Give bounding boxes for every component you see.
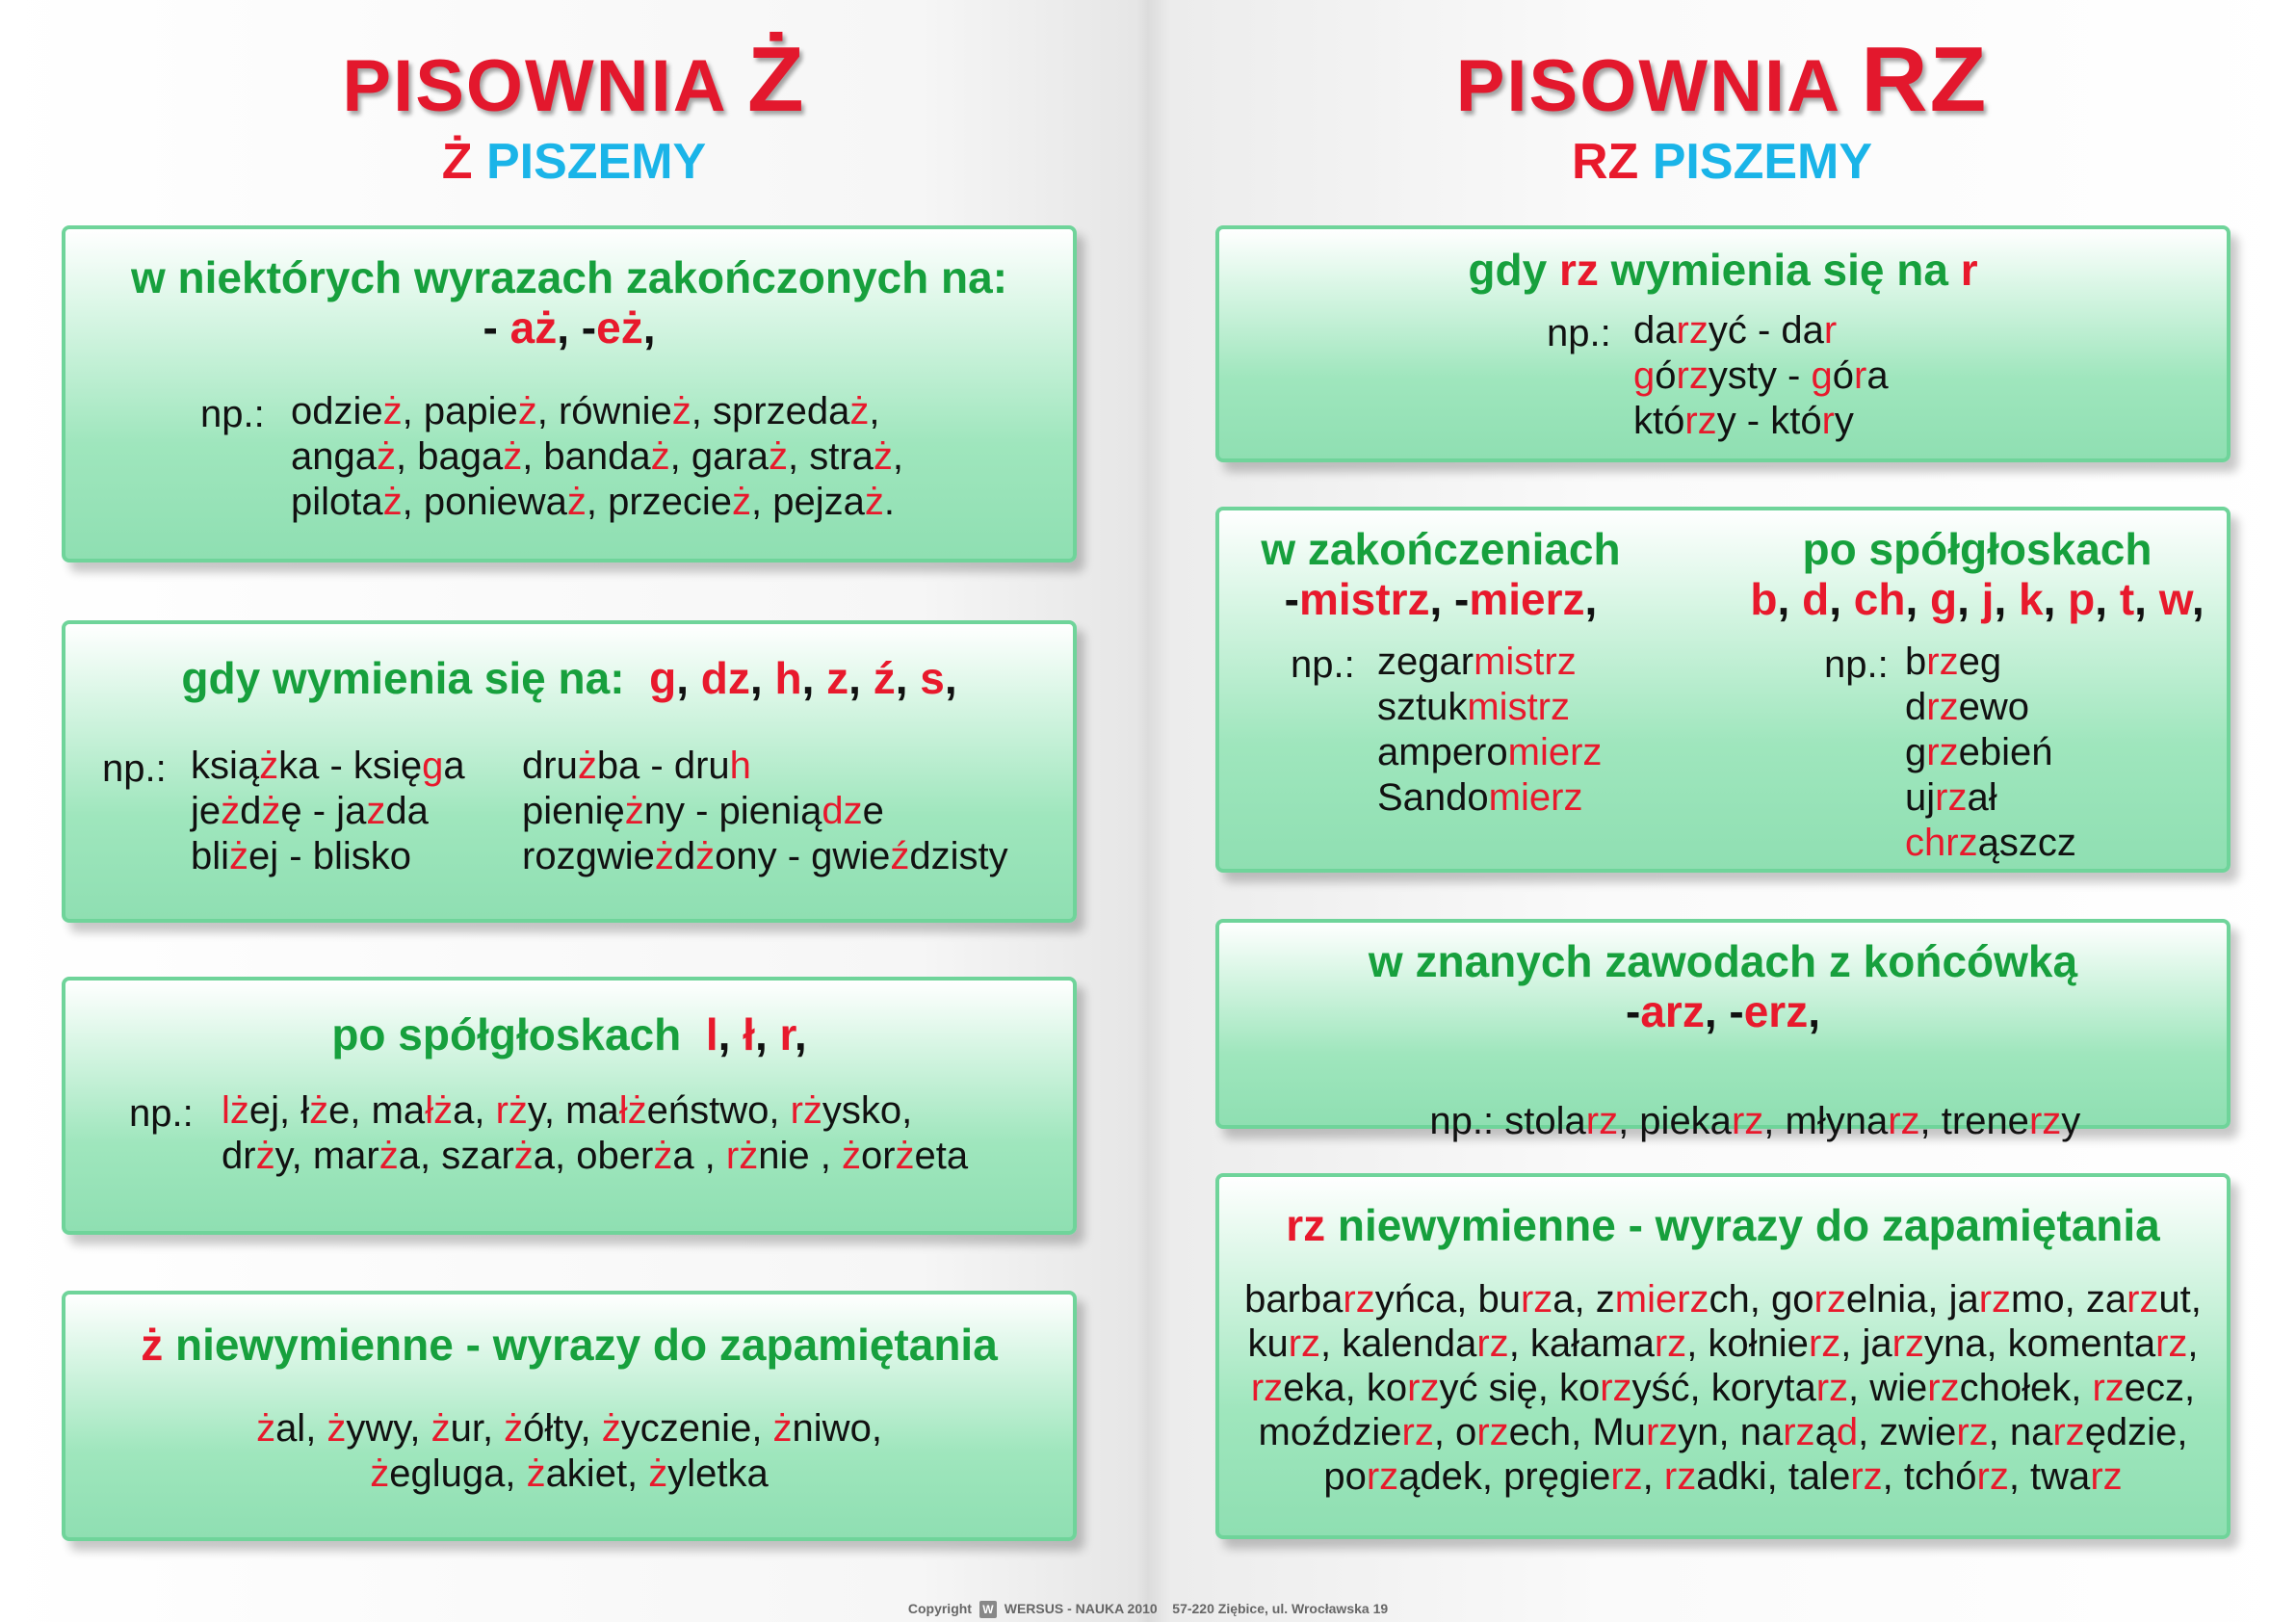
left-card-consonants-heading: po spółgłoskach l, ł, r, [331,1009,807,1060]
left-card-alternation [62,620,1077,923]
right-card-alternation-heading: gdy rz wymienia się na r [1468,245,1978,295]
example-line: żal, żywy, żur, żółty, życzenie, żniwo, [256,1407,882,1450]
examples-list [65,1406,1073,1497]
right-subtitle: RZ PISZEMY [1571,134,1873,190]
example-line: bliżej - blisko [191,835,411,877]
np-label: np.: [1824,643,1889,686]
examples-col1 [1377,640,1602,821]
examples-col1 [191,744,465,879]
example-line: książka - księga [191,745,465,787]
example-line: kurz, kalendarz, kałamarz, kołnierz, jarzyna, komentarz, [1247,1322,2199,1365]
left-card-endings-heading: w niektórych wyrazach zakończonych na: - aż, -eż, [130,252,1008,353]
example-line: pilotaż, ponieważ, przecież, pejzaż. [291,481,896,523]
right-card-alternation [1215,225,2231,462]
right-card-memorize-heading: rz niewymienne - wyrazy do zapamiętania [1286,1200,2160,1250]
example-line: odzież, papież, również, sprzedaż, [291,390,880,432]
example-line: drzewo [1905,686,2029,728]
np-label: np.: [102,747,167,790]
example-line: jeżdżę - jazda [191,790,429,832]
examples-list [291,389,903,525]
examples-list [1633,308,1889,444]
examples-col2 [1905,640,2076,866]
example-line: ujrzał [1905,776,1997,819]
example-line: amperomierz [1377,731,1603,773]
footer: Copyright W WERSUS - NAUKA 2010 57-220 Ziębice, ul. Wrocławska 19 [907,1601,1389,1617]
left-title: PISOWNIA Ż [342,28,806,131]
example-line: lżej, łże, małża, rży, małżeństwo, rżysko, [222,1089,913,1132]
right-card-endings-consonants [1215,507,2231,873]
right-card-professions-heading: w znanych zawodach z końcówką -arz, -erz, [1368,936,2078,1036]
example-line: angaż, bagaż, bandaż, garaż, straż, [291,435,903,478]
right-column [1148,0,2296,1622]
np-label: np.: [1547,312,1611,354]
np-label: np.: [129,1092,194,1135]
example-line: rozgwieżdżony - gwieździsty [522,835,1008,877]
example-line: barbarzyńca, burza, zmierzch, gorzelnia, jarzmo, zarzut, [1244,1278,2202,1321]
left-card-memorize [62,1291,1077,1541]
left-card-memorize-heading: ż niewymienne - wyrazy do zapamiętania [141,1320,998,1370]
example-line: chrząszcz [1905,822,2076,864]
right-card-endings-heading: w zakończeniach -mistrz, -mierz, [1261,524,1621,624]
example-line: górzysty - góra [1633,354,1889,397]
left-card-consonants [62,977,1077,1235]
right-card-consonants-heading: po spółgłoskach b, d, ch, g, j, k, p, t, w, [1750,524,2205,624]
right-card-memorize [1215,1173,2231,1539]
example-line: drużba - druh [522,745,751,787]
right-card-professions [1215,919,2231,1142]
example-line: żegluga, żakiet, żyletka [370,1452,769,1495]
example-line: moździerz, orzech, Murzyn, narząd, zwierz, narzędzie, [1258,1411,2188,1453]
left-card-alternation-heading: gdy wymienia się na: g, dz, h, z, ź, s, [181,653,957,703]
example-line: pieniężny - pieniądze [522,790,884,832]
np-label: np.: [200,393,265,435]
example-line: którzy - który [1633,400,1854,442]
examples-list: np.: stolarz, piekarz, młynarz, trenerzy [1429,1100,2081,1142]
examples-list [222,1088,968,1179]
example-line: Sandomierz [1377,776,1583,819]
example-line: grzebień [1905,731,2053,773]
example-line: drży, marża, szarża, oberża , rżnie , żorżeta [222,1135,969,1177]
np-label: np.: [1291,643,1355,686]
example-line: zegarmistrz [1377,641,1577,683]
example-line: brzeg [1905,641,2002,683]
example-line: porządek, pręgierz, rzadki, talerz, tchórz, twarz [1323,1455,2123,1498]
left-card-endings [62,225,1077,562]
example-line: darzyć - dar [1633,309,1838,352]
examples-list [1219,1277,2227,1499]
example-line: rzeka, korzyć się, korzyść, korytarz, wierzchołek, rzecz, [1250,1367,2196,1409]
examples-col2 [522,744,1008,879]
left-subtitle: Ż PISZEMY [441,134,707,190]
publisher-logo-icon: W [979,1601,997,1618]
example-line: sztukmistrz [1377,686,1570,728]
right-title: PISOWNIA RZ [1455,28,1989,131]
